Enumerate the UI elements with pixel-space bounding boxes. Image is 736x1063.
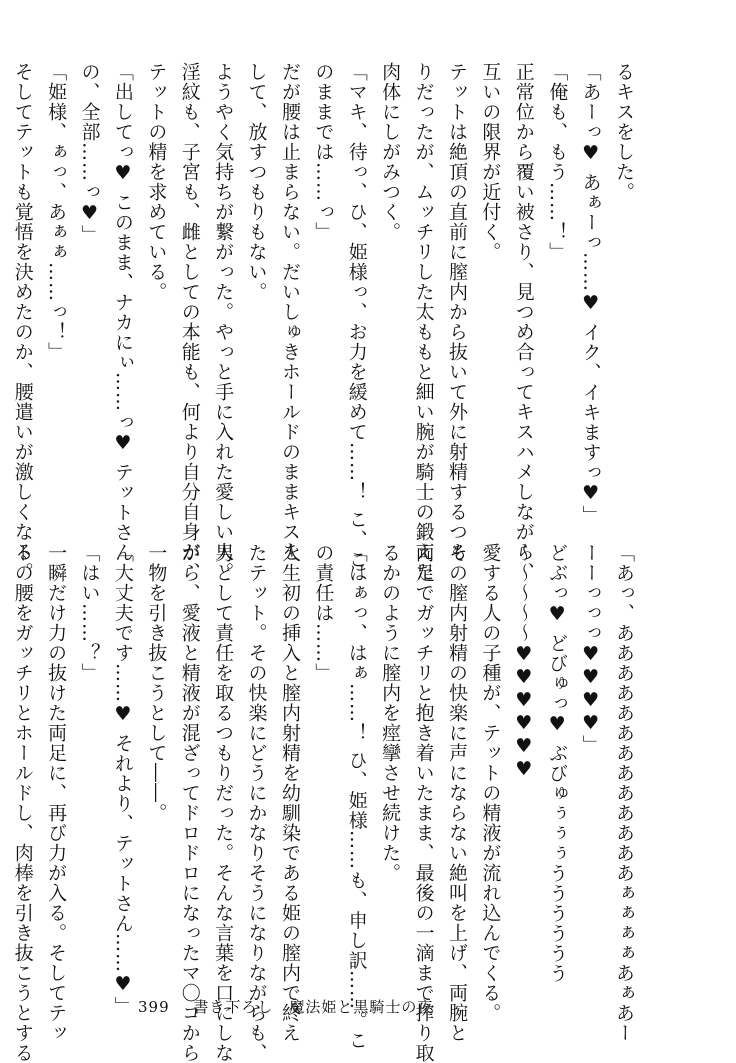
text-column: 人生初の挿入と膣内射精を幼馴染である姫の膣内で終え xyxy=(278,543,301,1043)
text-column: どぶっ♥ どびゅっ♥ ぶびゅぅぅぅうううううう xyxy=(546,543,569,984)
text-column: の責任は……」 xyxy=(312,543,335,683)
text-column: 「あっ、あああああああああああああぁぁぁぁあぁあー xyxy=(613,543,635,1043)
text-column: その膣内射精の快楽に声にならない絶叫を上げ、両腕と xyxy=(445,543,468,1043)
page-footer xyxy=(138,996,433,1017)
text-column: 「出してっ♥ このまま、ナカにぃ……っ♥ テットさん xyxy=(111,62,134,563)
text-column: 「マキ、待っ、ひ、姫様っ、お力を緩めて……！ こ、こ xyxy=(345,62,368,570)
upper-text-block xyxy=(11,62,640,582)
text-column: 愛する人の子種が、テットの精液が流れ込んでくる。 xyxy=(479,543,502,1023)
text-column: 男として責任を取るつもりだった。そんな言葉を口にしな xyxy=(212,543,235,1063)
text-column: 「はい……？」 xyxy=(78,543,101,683)
text-column: 正常位から覆い被さり、見つめ合ってキスハメしながら、 xyxy=(512,62,535,582)
text-column: 「あーっ♥ あぁーっ……♥ イク、イキますっ♥」 xyxy=(579,62,602,526)
text-column: 「大丈夫です……♥ それより、テットさん……♥」 xyxy=(111,543,134,1017)
text-column: 一瞬だけ力の抜けた両足に、再び力が入る。そしてテッ xyxy=(45,543,68,1043)
text-column: ～～～～～♥♥♥♥♥♥ xyxy=(512,543,535,781)
page-number: 399 xyxy=(138,998,170,1016)
text-column: 一物を引き抜こうとして――。 xyxy=(145,543,168,823)
text-column: 「姫様、ぁっ、あぁぁ……っ！」 xyxy=(45,62,68,362)
text-column: だが腰は止まらない。だいしゅきホールドのままキスを xyxy=(278,62,301,562)
text-column: 両足でガッチリと抱き着いたまま、最後の一滴まで搾り取 xyxy=(412,543,435,1063)
text-column: 淫紋も、子宮も、雌としての本能も、何より自分自身が、 xyxy=(178,62,201,582)
text-column: がら、愛液と精液が混ざってドロドロになったマ〇コから xyxy=(178,543,201,1063)
text-column: るかのように膣内を痙攣させ続けた。 xyxy=(379,543,402,883)
text-column: トの腰をガッチリとホールドし、肉棒を引き抜こうとする xyxy=(11,543,34,1063)
text-column xyxy=(0,62,5,530)
running-title: 書き下ろし 魔法姫と黒騎士の夜 xyxy=(193,998,434,1016)
text-column: 「はぁっ、はぁ……！ ひ、姫様……も、申し訳……。こ xyxy=(345,543,368,1051)
text-column: 肉体にしがみつく。 xyxy=(379,62,402,242)
text-column: のままでは……っ」 xyxy=(312,62,335,242)
text-column: テットの精を求めている。 xyxy=(145,62,168,302)
text-column: ーーっっっ♥♥♥♥」 xyxy=(579,543,602,755)
text-column: ようやく気持ちが繋がった。やっと手に入れた愛しい人。 xyxy=(212,62,235,582)
text-column: 互いの限界が近付く。 xyxy=(479,62,502,262)
text-column: 「俺も、もう……！」 xyxy=(546,62,569,262)
text-column: そしてテットも覚悟を決めたのか、腰遣いが激しくなる。 xyxy=(11,62,34,582)
text-column: りだったが、ムッチリした太ももと細い腕が騎士の鍛えた xyxy=(412,62,435,582)
text-column: たテット。その快楽にどうにかなりそうになりながらも、 xyxy=(245,543,268,1063)
text-column: して、放すつもりもない。 xyxy=(245,62,268,302)
text-column: の、全部……っ♥」 xyxy=(78,62,101,245)
text-column: テットは絶頂の直前に膣内から抜いて外に射精するつも xyxy=(445,62,468,562)
text-column: るキスをした。 xyxy=(613,62,635,202)
